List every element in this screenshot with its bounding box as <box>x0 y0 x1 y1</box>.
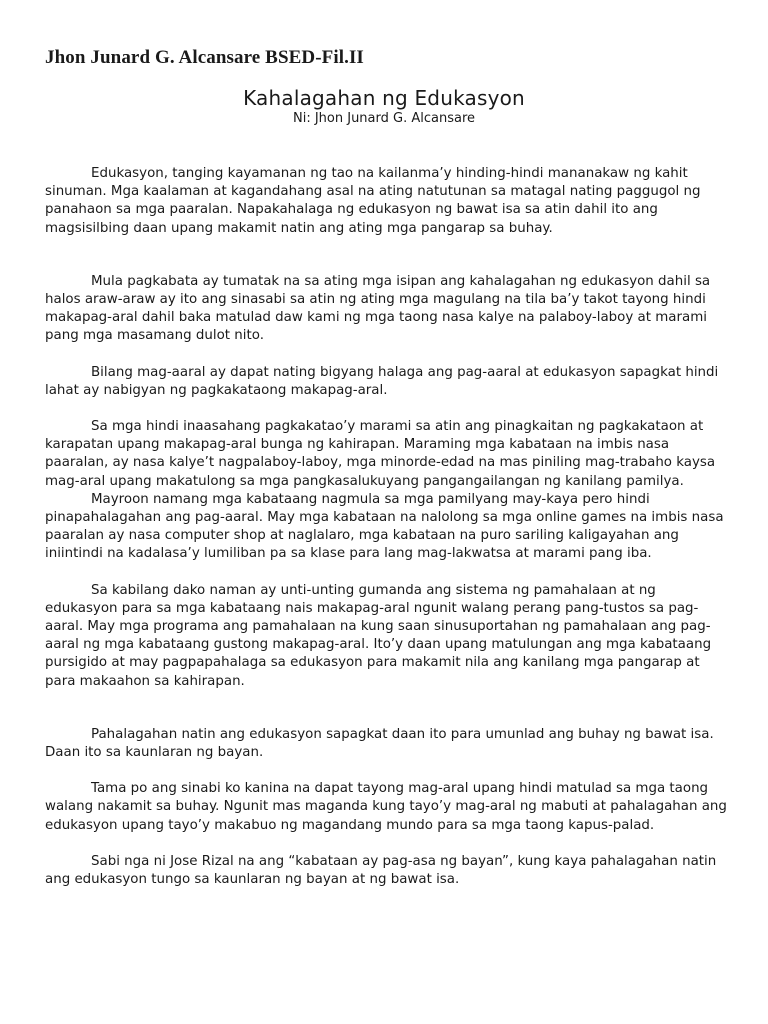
paragraph-2: Mula pagkabata ay tumatak na sa ating mga isipan ang kahalagahan ng edukasyon dahil sa halos araw-araw ay ito ang sinasabi sa atin ng ating mga magulang na tila ba’y takot tayong hindi makapag-aral dahil baka matulad daw kami ng mga taong nasa kalye na palaboy-laboy at marami pang mga masamang dulot nito. <box>45 273 711 344</box>
essay-byline: Ni: Jhon Junard G. Alcansare <box>292 111 476 126</box>
essay-body <box>45 165 731 889</box>
paragraph-3: Bilang mag-aaral ay dapat nating bigyang halaga ang pag-aaral at edukasyon sapagkat hindi lahat ay nabigyan ng pagkakataong makapag-aral. <box>45 364 719 398</box>
paragraph-1: Edukasyon, tanging kayamanan ng tao na kailanma’y hinding-hindi mananakaw ng kahit sinuman. Mga kaalaman at kagandahang asal na ating natutunan sa matagal nating paggugol ng panahaon sa mga paaralan. Napakahalaga ng edukasyon ng bawat isa sa atin dahil ito ang magsisilbing daan upang makamit natin ang ating mga pangarap sa buhay. <box>45 166 701 236</box>
paragraph-9: Sabi nga ni Jose Rizal na ang “kabataan ay pag-asa ng bayan”, kung kaya pahalagahan natin ang edukasyon tungo sa kaunlaran ng bayan at ng bawat isa. <box>45 853 717 888</box>
paragraph-5: Mayroon namang mga kabataang nagmula sa mga pamilyang may-kaya pero hindi pinapahalagahan ang pag-aaral. May mga kabataan na nalolong sa mga online games na imbis nasa paaralan ay nasa computer shop at naglalaro, mga kabataan na puro sariling kaligayahan ang iniintindi na kadalasa’y lumiliban pa sa klase para lang mag-lakwatsa at marami pang iba. <box>45 491 724 562</box>
paragraph-6: Sa kabilang dako naman ay unti-unting gumanda ang sistema ng pamahalaan at ng edukasyon para sa mga kabataang nais makapag-aral ngunit walang perang pang-tustos sa pag-aaral. May mga programa ang pamahalaan na kung saan sinusuportahan ng pamahalaan ang pag-aaral ng mga kabataang gustong makapag-aral. Ito’y daan upang matulungan ang mga kabataang pursigido at may pagpapahalaga sa edukasyon para makamit nila ang kanilang mga pangarap at para makaahon sa kahirapan. <box>45 582 712 689</box>
essay-title: Kahalagahan ng Edukasyon <box>243 86 525 110</box>
paragraph-7: Pahalagahan natin ang edukasyon sapagkat daan ito para umunlad ang buhay ng bawat isa. Daan ito sa kaunlaran ng bayan. <box>45 726 714 761</box>
author-line: Jhon Junard G. Alcansare BSED-Fil.II <box>45 47 364 68</box>
paragraph-8: Tama po ang sinabi ko kanina na dapat tayong mag-aral upang hindi matulad sa mga taong walang nakamit sa buhay. Ngunit mas maganda kung tayo’y mag-aral ng mabuti at pahalagahan ang edukasyon upang tayo’y makabuo ng magandang mundo para sa mga taong kapus-palad. <box>45 781 727 833</box>
paragraph-4: Sa mga hindi inaasahang pagkakatao’y marami sa atin ang pinagkaitan ng pagkakataon at karapatan upang makapag-aral bunga ng kahirapan. Maraming mga kabataan na imbis nasa paaralan, ay nasa kalye’t nagpalaboy-laboy, mga minorde-edad na mas piniling mag-trabaho kaysa mag-aral upang makatulong sa mga pangkasalukuyang pangangailangan ng kanilang pamilya. <box>45 419 716 489</box>
